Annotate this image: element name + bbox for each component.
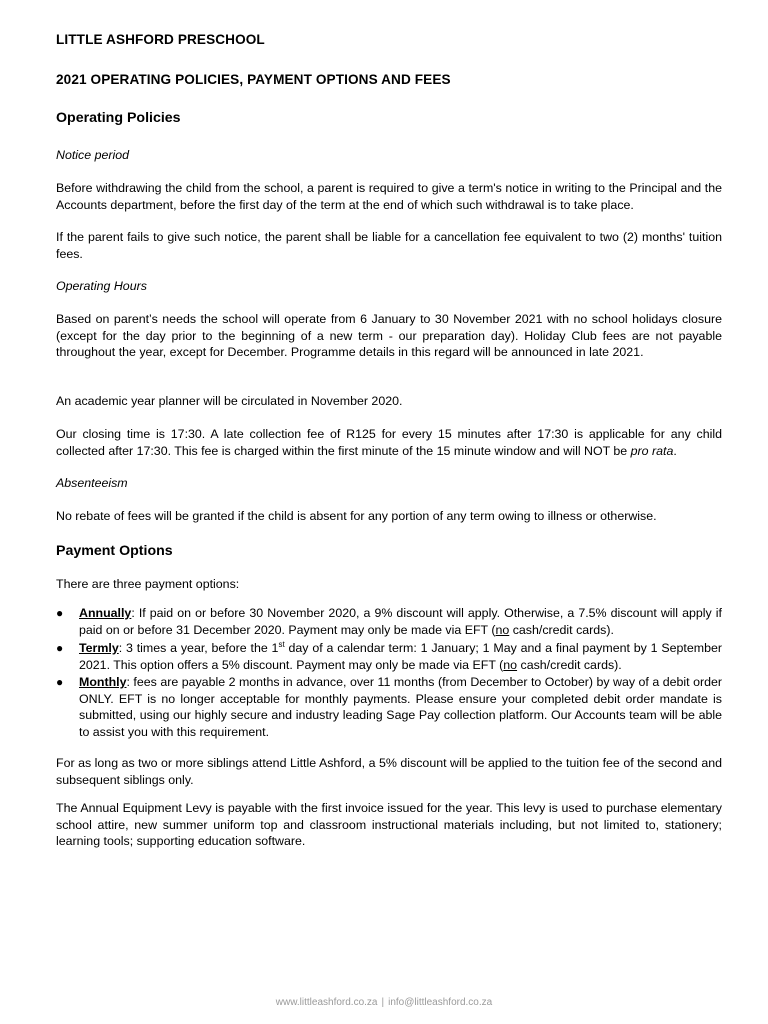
footer-website-link[interactable]: www.littleashford.co.za [275,997,378,1008]
annually-no-text: no [495,622,510,637]
annually-label: Annually [79,606,132,620]
payment-options-intro: There are three payment options: [56,577,240,591]
monthly-label: Monthly [79,675,127,689]
termly-text-c: cash/credit cards). [517,657,622,672]
footer-email-link[interactable]: info@littleashford.co.za [388,997,493,1008]
operating-hours-subheading: Operating Hours [56,279,147,293]
siblings-paragraph: For as long as two or more siblings attend Little Ashford, a 5% discount will be applied to the tuition fee of the second and subsequent siblings only. [56,756,722,787]
closing-time-end: . [673,443,677,458]
termly-no-text: no [503,657,518,672]
notice-period-paragraph-2: If the parent fails to give such notice, the parent shall be liable for a cancellation fee equivalent to two (2) months' tuition fees. [56,230,722,261]
operating-hours-paragraph-2: An academic year planner will be circulated in November 2020. [56,394,403,408]
list-item-monthly [56,674,722,740]
notice-period-paragraph-1: Before withdrawing the child from the school, a parent is required to give a term's notice in writing to the Principal and the Accounts department, before the first day of the term at the end of which such withdrawal is to take place. [56,181,722,212]
operating-hours-paragraph-1: Based on parent’s needs the school will operate from 6 January to 30 November 2021 with no school holidays closure (except for the day prior to the beginning of a new term - our preparation day). Holiday Club fees are not payable throughout the year, except for December. Programme details in this regard will be announced in late 2021. [56,312,722,359]
absenteeism-paragraph: No rebate of fees will be granted if the child is absent for any portion of any term owing to illness or otherwise. [56,509,657,523]
termly-text-a: : 3 times a year, before the 1 [118,641,279,655]
termly-text-b: day of a calendar term: 1 January; 1 May and a final payment by 1 September 2021. This option offers a 5% discount. Payment may only be made via EFT ( [79,641,722,672]
termly-label: Termly [79,641,119,655]
payment-options-heading: Payment Options [56,543,173,559]
footer-separator: | [381,997,385,1008]
monthly-text: : fees are payable 2 months in advance, over 11 months (from December to October) by way of a debit order ONLY. EFT is no longer acceptable for monthly payments. Please ensure your completed debit order mandate is submitted, using our highly secure and industry leading Sage Pay collection platform. Our Accounts team will be able to assist you with this requirement. [79,675,722,739]
school-name: LITTLE ASHFORD PRESCHOOL [56,32,265,47]
document-title: 2021 OPERATING POLICIES, PAYMENT OPTIONS AND FEES [56,72,451,87]
operating-policies-heading: Operating Policies [56,110,181,126]
pro-rata-text: pro rata [630,443,674,458]
notice-period-subheading: Notice period [56,148,130,162]
absenteeism-subheading: Absenteeism [56,476,128,490]
bullet-icon: ● [56,641,64,655]
annually-text-b: cash/credit cards). [509,622,614,637]
page-footer [0,997,768,1008]
operating-hours-paragraph-3 [56,426,722,459]
levy-paragraph: The Annual Equipment Levy is payable with the first invoice issued for the year. This levy is used to purchase elementary school attire, new summer uniform top and classroom instructional materials including, but not limited to, stationery; learning tools; supporting education software. [56,801,722,848]
list-item-termly [56,640,722,673]
bullet-icon: ● [56,675,64,689]
termly-superscript: st [278,639,285,649]
closing-time-text: Our closing time is 17:30. A late collection fee of R125 for every 15 minutes after 17:30 is applicable for any child collected after 17:30. This fee is charged within the first minute of the 15 minute window and will NOT be [56,427,722,458]
bullet-icon: ● [56,606,64,620]
list-item-annually [56,605,722,638]
annually-text-a: : If paid on or before 30 November 2020, a 9% discount will apply. Otherwise, a 7.5% discount will apply if paid on or before 31 December 2020. Payment may only be made via EFT ( [79,606,722,637]
